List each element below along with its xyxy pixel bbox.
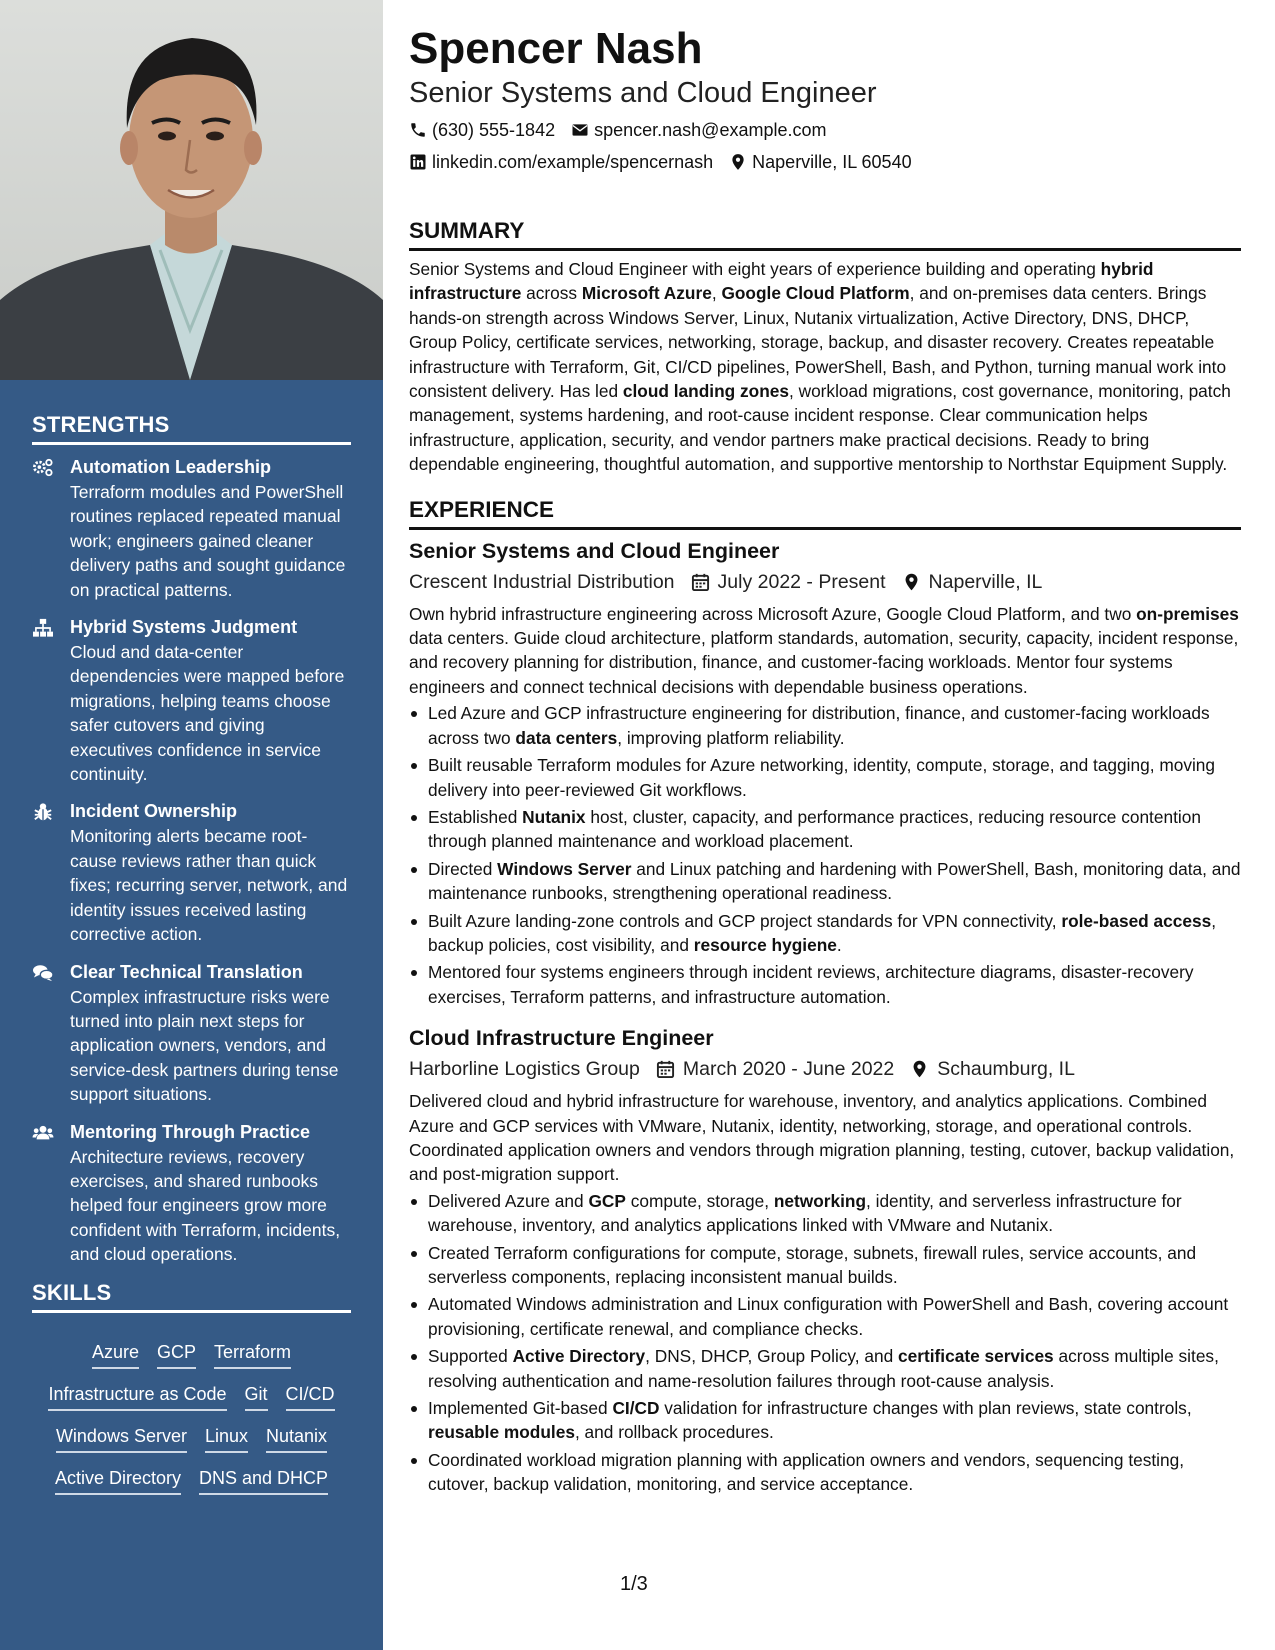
text-segment: Implemented Git-based <box>428 1398 613 1419</box>
contact-location <box>729 146 911 178</box>
job-dates-text: July 2022 - Present <box>717 570 886 593</box>
skill-tag: Git <box>245 1381 268 1411</box>
skill-tag: Linux <box>205 1423 248 1453</box>
candidate-title: Senior Systems and Cloud Engineer <box>409 77 877 109</box>
contact-row <box>409 114 1241 146</box>
bug-icon <box>32 799 70 946</box>
profile-photo <box>0 0 383 380</box>
list-item <box>409 1344 1241 1393</box>
job-title: Senior Systems and Cloud Engineer <box>409 538 780 563</box>
main-column <box>409 22 1241 1500</box>
company-name: Crescent Industrial Distribution <box>409 570 675 593</box>
location-text: Naperville, IL 60540 <box>752 152 912 172</box>
text-segment: , improving platform reliability. <box>617 727 845 748</box>
phone-text: (630) 555-1842 <box>432 120 556 140</box>
job-location-text: Naperville, IL <box>928 570 1043 593</box>
bold-text: role-based access <box>1061 910 1212 931</box>
page-number: 1/3 <box>620 1573 648 1595</box>
linkedin-text[interactable]: linkedin.com/example/spencernash <box>432 152 714 172</box>
list-item <box>409 1241 1241 1290</box>
text-segment: Established <box>428 806 523 827</box>
email-text[interactable]: spencer.nash@example.com <box>594 120 827 140</box>
text-segment: . <box>836 934 842 955</box>
bold-text: on-premises <box>1136 603 1239 624</box>
job-bullets <box>409 701 1241 1009</box>
chat-bubbles-icon <box>32 960 70 1107</box>
text-segment: , workload migrations, cost governance, monitoring, patch management, systems hardening, and root-cause incident response. Clear communication helps infrastructure, application, security, and vendor partners make practical decisions. Ready to bring dependable engineering, thoughtful automation, and supportive mentorship to Northstar Equipment Supply. <box>409 381 1231 475</box>
job-meta <box>409 1053 1241 1085</box>
skill-tag: GCP <box>157 1339 196 1369</box>
job-location-text: Schaumburg, IL <box>937 1058 1075 1081</box>
skill-tag: Windows Server <box>56 1423 187 1453</box>
bold-text: networking <box>773 1190 866 1211</box>
bold-text: Microsoft Azure <box>581 283 712 304</box>
job-bullets <box>409 1189 1241 1497</box>
list-item <box>409 909 1241 958</box>
skill-row <box>32 1381 351 1411</box>
strength-title: Mentoring Through Practice <box>70 1121 311 1142</box>
text-segment: Directed <box>428 858 498 879</box>
gears-icon <box>32 455 70 602</box>
strength-description: Monitoring alerts became root-cause reviews rather than quick fixes; recurring server, network, and identity issues received lasting corrective action. <box>70 826 348 945</box>
text-segment: and Linux patching and hardening with PowerShell, Bash, monitoring data, and maintenance runbooks, strengthening operational readiness. <box>428 858 1241 904</box>
job-entry <box>409 1023 1241 1497</box>
skill-row <box>32 1339 351 1369</box>
strength-title: Hybrid Systems Judgment <box>70 617 298 638</box>
skills-list <box>32 1323 351 1495</box>
bold-text: certificate services <box>898 1346 1054 1367</box>
skill-tag: Terraform <box>214 1339 291 1369</box>
strength-item <box>32 799 351 946</box>
calendar-icon <box>691 572 710 592</box>
text-segment: host, cluster, capacity, and performance practices, reducing resource contention through planned maintenance and workload placement. <box>428 806 1201 852</box>
job-meta <box>409 566 1241 598</box>
strength-description: Terraform modules and PowerShell routines replaced repeated manual work; engineers gained cleaner delivery paths and sought guidance on practical patterns. <box>70 482 346 600</box>
text-segment: , DNS, DHCP, Group Policy, and <box>645 1346 899 1367</box>
text-segment: Created Terraform configurations for compute, storage, subnets, firewall rules, service accounts, and serverless components, replacing inconsistent manual builds. <box>428 1242 1197 1287</box>
bold-text: Nutanix <box>522 806 586 827</box>
map-pin-icon <box>910 1059 929 1079</box>
skill-tag: CI/CD <box>286 1381 335 1411</box>
job-dates-text: March 2020 - June 2022 <box>682 1058 895 1081</box>
text-segment: Delivered Azure and <box>428 1190 589 1211</box>
sidebar <box>0 0 383 1650</box>
sidebar-content <box>32 412 351 1507</box>
job-summary <box>409 1089 1241 1187</box>
text-segment: , identity, and serverless infrastructure for warehouse, inventory, and analytics applications linked with VMware and Nutanix. <box>428 1190 1182 1236</box>
bold-text: resource hygiene <box>693 934 837 955</box>
experience-heading: EXPERIENCE <box>409 497 1241 530</box>
strength-item <box>32 1120 351 1267</box>
contact-email[interactable] <box>571 114 826 146</box>
bold-text: Google Cloud Platform <box>721 283 910 304</box>
text-segment: data centers. Guide cloud architecture, platform standards, automation, security, capacity, incident response, and recovery planning for distribution, finance, and customer-facing workloads. Mentor four systems engineers and connect technical decisions with dependable business operations. <box>409 628 1239 697</box>
users-icon <box>32 1120 70 1267</box>
text-segment: , and rollback procedures. <box>574 1422 774 1443</box>
bold-text: GCP <box>588 1190 626 1211</box>
job-entry <box>409 536 1241 1010</box>
text-segment: , backup policies, cost visibility, and <box>428 910 1217 955</box>
text-segment: , and on-premises data centers. Brings hands-on strength across Windows Server, Linux, Nutanix virtualization, Active Directory, DNS, DHCP, Group Policy, certificate services, networking, storage, backup, and disaster recovery. Creates repeatable infrastructure with Terraform, Git, CI/CD pipelines, PowerShell, Bash, and Python, turning manual work into consistent delivery. Has led <box>409 283 1227 402</box>
text-segment: validation for infrastructure changes with plan reviews, state controls, <box>659 1398 1192 1419</box>
list-item <box>409 857 1241 906</box>
skills-heading: SKILLS <box>32 1280 351 1313</box>
contact-row <box>409 146 1241 178</box>
linkedin-icon <box>409 153 427 171</box>
strength-title: Incident Ownership <box>70 801 238 822</box>
bold-text: data centers <box>515 727 618 748</box>
text-segment: compute, storage, <box>625 1190 774 1211</box>
text-segment: Senior Systems and Cloud Engineer with eight years of experience building and operating <box>409 259 1101 279</box>
list-item <box>409 1448 1241 1497</box>
company-name: Harborline Logistics Group <box>409 1058 640 1081</box>
strength-title: Automation Leadership <box>70 457 272 477</box>
job-location <box>902 566 1043 598</box>
list-item <box>409 805 1241 854</box>
bold-text: reusable modules <box>428 1422 575 1443</box>
text-segment: Delivered cloud and hybrid infrastructure for warehouse, inventory, and analytics applications. Combined Azure and GCP services with VMware, Nutanix, identity, networking, storage, and operational controls. Coordinated application owners and vendors through migration planning, testing, cutover, backup validation, and post-migration support. <box>409 1091 1235 1185</box>
job-dates <box>656 1053 894 1085</box>
strength-description: Architecture reviews, recovery exercises, and shared runbooks helped four engineers grow more confident with Terraform, incidents, and cloud operations. <box>70 1146 341 1265</box>
text-segment: Coordinated workload migration planning with application owners and vendors, sequencing testing, cutover, backup validation, monitoring, and service acceptance. <box>428 1449 1185 1495</box>
text-segment: Led Azure and GCP infrastructure engineering for distribution, finance, and customer-facing workloads across two <box>428 703 1210 748</box>
phone-icon <box>409 121 427 139</box>
skill-tag: Infrastructure as Code <box>48 1381 226 1411</box>
job-dates <box>691 566 886 598</box>
strength-description: Complex infrastructure risks were turned into plain next steps for application owners, vendors, and service-desk partners during tense support situations. <box>70 986 339 1105</box>
sitemap-icon <box>32 615 70 786</box>
contact-phone <box>409 114 555 146</box>
job-summary <box>409 602 1241 700</box>
skill-row <box>32 1423 351 1453</box>
strength-title: Clear Technical Translation <box>70 961 303 982</box>
strength-item <box>32 455 351 602</box>
envelope-icon <box>571 121 589 139</box>
strength-item <box>32 960 351 1107</box>
summary-heading: SUMMARY <box>409 218 1241 251</box>
text-segment: Mentored four systems engineers through incident reviews, architecture diagrams, disaster-recovery exercises, Terraform patterns, and infrastructure automation. <box>428 962 1194 1007</box>
skill-tag: Azure <box>92 1339 139 1369</box>
bold-text: hybrid infrastructure <box>409 259 1154 304</box>
calendar-icon <box>656 1059 675 1079</box>
bold-text: Active Directory <box>512 1346 646 1367</box>
strengths-heading: STRENGTHS <box>32 412 351 445</box>
text-segment: Supported <box>428 1346 513 1367</box>
skill-tag: Active Directory <box>55 1465 181 1495</box>
bold-text: cloud landing zones <box>622 381 789 402</box>
text-segment: across <box>521 283 582 304</box>
bold-text: Windows Server <box>497 858 632 879</box>
list-item <box>409 1292 1241 1341</box>
list-item <box>409 960 1241 1009</box>
list-item <box>409 753 1241 802</box>
strength-item <box>32 615 351 786</box>
candidate-name: Spencer Nash <box>409 24 703 73</box>
list-item <box>409 1189 1241 1238</box>
list-item <box>409 701 1241 750</box>
strength-description: Cloud and data-center dependencies were mapped before migrations, helping teams choose safer cutovers and giving executives confidence in service continuity. <box>70 642 345 785</box>
skill-row <box>32 1465 351 1495</box>
map-pin-icon <box>902 572 921 592</box>
contact-linkedin[interactable] <box>409 146 713 178</box>
text-segment: Built Azure landing-zone controls and GCP project standards for VPN connectivity, <box>428 910 1062 931</box>
summary-paragraph <box>409 257 1241 477</box>
job-location <box>910 1053 1075 1085</box>
text-segment: , <box>711 283 722 304</box>
bold-text: CI/CD <box>612 1398 660 1419</box>
text-segment: across multiple sites, resolving authentication and name-resolution failures through root-cause analysis. <box>428 1346 1219 1391</box>
job-title: Cloud Infrastructure Engineer <box>409 1026 714 1051</box>
skill-tag: Nutanix <box>266 1423 327 1453</box>
text-segment: Built reusable Terraform modules for Azure networking, identity, compute, storage, and tagging, moving delivery into peer-reviewed Git workflows. <box>428 755 1216 800</box>
text-segment: Automated Windows administration and Linux configuration with PowerShell and Bash, covering account provisioning, certificate renewal, and compliance checks. <box>428 1294 1229 1339</box>
map-pin-icon <box>729 153 747 171</box>
text-segment: Own hybrid infrastructure engineering across Microsoft Azure, Google Cloud Platform, and two <box>409 603 1137 624</box>
list-item <box>409 1396 1241 1445</box>
skill-tag: DNS and DHCP <box>199 1465 328 1495</box>
